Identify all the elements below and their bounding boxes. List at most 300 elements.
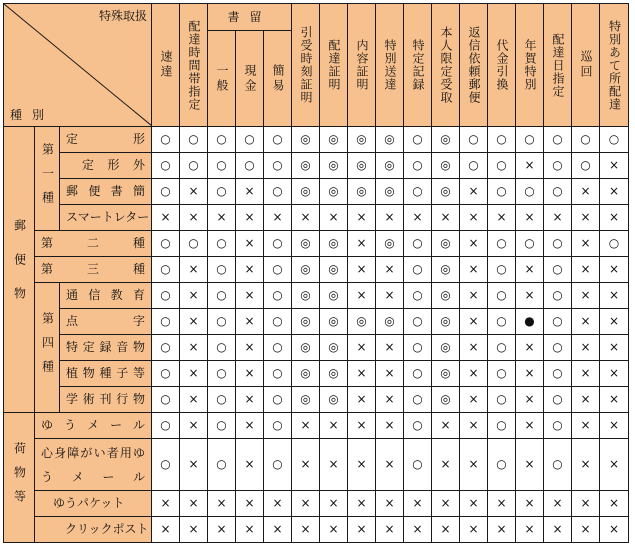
cell: ◎ [432,309,460,335]
cell: ○ [544,257,572,283]
cell: ◎ [348,153,376,179]
table-row [4,257,629,283]
cell: ◎ [320,153,348,179]
cell: ○ [488,413,516,439]
cell: ○ [152,439,180,491]
cell: ○ [152,231,180,257]
row-label: クリックポスト [35,517,152,543]
cell: ○ [488,153,516,179]
cell: ○ [180,153,208,179]
cell: ○ [516,231,544,257]
cell: × [572,361,600,387]
cell: ○ [152,309,180,335]
col-header-honnin: 本人限定受取 [432,4,460,127]
col-header-junkai: 巡回 [572,4,600,127]
cell: × [236,179,264,205]
cell: ◎ [432,361,460,387]
special-handling-table [3,3,629,543]
cell: ○ [152,257,180,283]
cell: ◎ [292,361,320,387]
cell: ○ [404,231,432,257]
cell: × [376,335,404,361]
cell: × [292,439,320,491]
cell: ○ [208,309,236,335]
cell: ◎ [432,231,460,257]
col-header-haitatsu-shomei: 配達証明 [320,4,348,127]
cell: × [320,205,348,231]
cell: × [600,517,629,543]
cell: ○ [488,439,516,491]
cell: ◎ [432,179,460,205]
cell: ◎ [292,231,320,257]
header-corner [4,4,152,127]
cell: × [572,309,600,335]
cell: × [348,387,376,413]
cell: ◎ [320,283,348,309]
cell: ○ [404,361,432,387]
cell: ○ [152,127,180,153]
cell: × [348,361,376,387]
cell: × [152,205,180,231]
cell: × [236,439,264,491]
cell: × [292,491,320,517]
cell: × [292,517,320,543]
cell: × [320,517,348,543]
cell: × [376,517,404,543]
cell: ○ [208,335,236,361]
cell: × [348,413,376,439]
cell: ○ [488,179,516,205]
table-row [4,361,629,387]
cell: × [180,309,208,335]
cell: ● [516,309,544,335]
cell: ◎ [376,309,404,335]
cell: × [460,283,488,309]
cell: ○ [152,283,180,309]
cell: × [180,413,208,439]
cell: × [320,439,348,491]
cell: × [180,179,208,205]
cell: × [600,205,629,231]
cell: × [180,283,208,309]
cell: × [236,231,264,257]
cell: × [572,179,600,205]
cell: ◎ [320,179,348,205]
cell: × [572,387,600,413]
cell: × [544,491,572,517]
cell: × [460,179,488,205]
cell: ○ [180,231,208,257]
cell: × [432,205,460,231]
cell: ○ [264,309,292,335]
row-label: 定形 [60,127,152,153]
cell: × [208,491,236,517]
cell: × [572,413,600,439]
row-label: 植物種子等 [60,361,152,387]
cell: ○ [488,361,516,387]
row-label: 心身障がい者用ゆうメール [35,439,152,491]
cell: × [180,491,208,517]
cell: × [544,205,572,231]
cell: × [460,309,488,335]
cell: × [488,491,516,517]
cell: × [516,257,544,283]
cell: ○ [516,127,544,153]
cell: × [348,517,376,543]
cell: × [516,387,544,413]
cell: ○ [264,335,292,361]
cell: × [572,335,600,361]
cell: ○ [264,387,292,413]
cell: × [516,283,544,309]
row-label: ゆうメール [35,413,152,439]
cell: ○ [544,283,572,309]
cell: ◎ [376,153,404,179]
cell: ○ [544,309,572,335]
cell: ◎ [292,387,320,413]
cell: × [376,439,404,491]
col-header-tokubetsu-atesho: 特別あて所配達 [600,4,629,127]
cell: × [460,413,488,439]
cell: ○ [544,439,572,491]
cell: ○ [488,283,516,309]
cell: ◎ [348,179,376,205]
cell: ○ [208,231,236,257]
cell: × [600,439,629,491]
group-dai4: 第四種 [35,283,60,413]
cell: ◎ [376,127,404,153]
cell: ◎ [292,127,320,153]
cell: ◎ [292,309,320,335]
col-header-kani: 簡易 [264,31,292,127]
col-header-haitatsu-jikan: 配達時間帯指定 [180,4,208,127]
cell: × [180,335,208,361]
cell: × [180,257,208,283]
cell: × [264,517,292,543]
cell: ○ [264,127,292,153]
cell: ○ [516,179,544,205]
cell: × [348,257,376,283]
cell: ◎ [348,309,376,335]
col-header-genkin: 現金 [236,31,264,127]
cell: × [516,361,544,387]
cell: × [572,517,600,543]
cell: ◎ [432,127,460,153]
row-label: 第二種 [35,231,152,257]
col-header-hikiuke: 引受時刻証明 [292,4,320,127]
cell: × [600,361,629,387]
cell: ◎ [320,231,348,257]
table-row [4,179,629,205]
cell: × [600,335,629,361]
cell: × [236,413,264,439]
cell: ○ [236,153,264,179]
cell: × [404,205,432,231]
cell: ○ [488,231,516,257]
cell: × [236,283,264,309]
cell: × [600,283,629,309]
cell: ○ [180,127,208,153]
cell: × [460,361,488,387]
table-row [4,491,629,517]
col-header-ippan: 一般 [208,31,236,127]
cell: × [432,491,460,517]
cell: × [180,517,208,543]
cell: × [236,387,264,413]
cell: ○ [208,179,236,205]
cell: ◎ [320,335,348,361]
cell: ○ [488,257,516,283]
cell: ◎ [432,335,460,361]
cell: ◎ [292,257,320,283]
table-row [4,439,629,491]
cell: ◎ [320,361,348,387]
cell: × [236,309,264,335]
cell: ○ [544,413,572,439]
cell: ○ [488,127,516,153]
cell: ◎ [320,309,348,335]
cell: × [600,309,629,335]
cell: ○ [404,309,432,335]
cell: ○ [264,153,292,179]
cell: × [208,517,236,543]
cell: × [460,387,488,413]
cell: × [152,491,180,517]
col-header-kakitome: 書留 [208,4,292,31]
cell: × [572,231,600,257]
table-row [4,283,629,309]
cell: × [348,491,376,517]
cell: ○ [208,361,236,387]
cell: × [236,491,264,517]
cell: ◎ [292,335,320,361]
row-label: 特定録音物 [60,335,152,361]
cell: × [488,517,516,543]
cell: ○ [544,127,572,153]
col-header-nenga: 年賀特別 [516,4,544,127]
cell: × [516,153,544,179]
table-row [4,387,629,413]
cell: ◎ [292,179,320,205]
cell: ○ [208,413,236,439]
cell: ○ [404,439,432,491]
group-nimotsu: 荷物等 [4,413,35,543]
cell: ◎ [432,387,460,413]
table-row [4,127,629,153]
cell: ○ [460,153,488,179]
table-row [4,517,629,543]
cell: × [460,439,488,491]
row-label: スマートレター [60,205,152,231]
cell: × [600,257,629,283]
cell: ○ [572,127,600,153]
cell: × [460,335,488,361]
cell: × [264,205,292,231]
cell: × [376,257,404,283]
cell: ○ [404,283,432,309]
cell: ○ [488,309,516,335]
cell: × [292,205,320,231]
cell: × [180,205,208,231]
cell: × [460,231,488,257]
group-dai1: 第一種 [35,127,60,231]
cell: ○ [208,153,236,179]
cell: × [572,491,600,517]
cell: × [572,283,600,309]
table-row [4,231,629,257]
cell: ○ [152,413,180,439]
cell: ○ [404,335,432,361]
cell: ○ [152,335,180,361]
cell: × [236,335,264,361]
cell: × [460,257,488,283]
cell: ○ [488,335,516,361]
cell: × [376,205,404,231]
cell: × [572,205,600,231]
cell: × [432,439,460,491]
cell: ◎ [376,179,404,205]
col-header-tokubetsu-soutatsu: 特別送達 [376,4,404,127]
table-row [4,335,629,361]
cell: ◎ [320,257,348,283]
cell: × [236,361,264,387]
table-row [4,413,629,439]
cell: × [208,205,236,231]
cell: ○ [264,361,292,387]
cell: × [404,491,432,517]
cell: × [180,439,208,491]
cell: ○ [264,413,292,439]
cell: × [348,231,376,257]
cell: × [348,439,376,491]
cell: ○ [544,153,572,179]
cell: ○ [208,257,236,283]
cell: ○ [208,127,236,153]
cell: ○ [544,387,572,413]
cell: × [152,517,180,543]
cell: × [572,439,600,491]
cell: ○ [404,387,432,413]
cell: ○ [264,257,292,283]
cell: ○ [404,179,432,205]
cell: × [460,491,488,517]
cell: × [432,517,460,543]
cell: ◎ [376,231,404,257]
cell: ○ [544,335,572,361]
table-row [4,309,629,335]
cell: × [572,257,600,283]
corner-label-special-handling: 特殊取扱 [98,9,147,23]
col-header-haitatsu-bi: 配達日指定 [544,4,572,127]
cell: × [376,413,404,439]
cell: × [376,283,404,309]
cell: ◎ [292,283,320,309]
cell: × [376,491,404,517]
cell: × [460,517,488,543]
cell: ○ [460,127,488,153]
cell: ○ [404,127,432,153]
cell: × [348,205,376,231]
col-header-sokutatsu: 速達 [152,4,180,127]
cell: ○ [600,127,629,153]
col-header-henshin: 返信依頼郵便 [460,4,488,127]
row-label: 第三種 [35,257,152,283]
cell: ◎ [320,387,348,413]
cell: × [292,413,320,439]
cell: ○ [264,231,292,257]
cell: × [320,491,348,517]
cell: ◎ [348,127,376,153]
cell: × [376,387,404,413]
cell: ○ [264,179,292,205]
cell: ○ [208,387,236,413]
cell: × [600,387,629,413]
cell: × [264,491,292,517]
cell: ○ [208,439,236,491]
row-label: 点字 [60,309,152,335]
cell: × [600,491,629,517]
cell: × [432,413,460,439]
cell: × [404,517,432,543]
cell: × [180,387,208,413]
col-header-daikin: 代金引換 [488,4,516,127]
cell: × [236,205,264,231]
cell: ◎ [432,257,460,283]
cell: ○ [404,257,432,283]
cell: × [516,205,544,231]
cell: ○ [544,231,572,257]
cell: ○ [208,283,236,309]
row-label: ゆうパケット [35,491,152,517]
cell: ○ [152,153,180,179]
cell: × [236,257,264,283]
cell: × [516,335,544,361]
cell: ○ [544,179,572,205]
cell: ○ [236,127,264,153]
cell: ◎ [320,127,348,153]
col-header-tokutei: 特定記録 [404,4,432,127]
row-label: 通信教育 [60,283,152,309]
cell: ○ [152,387,180,413]
cell: ◎ [432,153,460,179]
cell: ○ [600,231,629,257]
cell: ○ [404,413,432,439]
cell: ○ [264,439,292,491]
cell: ○ [404,153,432,179]
corner-label-category: 種別 [10,108,55,122]
cell: × [460,205,488,231]
cell: ○ [264,283,292,309]
cell: × [516,517,544,543]
cell: ○ [152,361,180,387]
col-header-naiyo: 内容証明 [348,4,376,127]
cell: × [180,361,208,387]
cell: × [348,283,376,309]
cell: ◎ [432,283,460,309]
table-row [4,153,629,179]
cell: × [516,439,544,491]
cell: × [348,335,376,361]
cell: ○ [572,153,600,179]
row-label: 定形外 [60,153,152,179]
group-yubinbutsu: 郵便物 [4,127,35,413]
cell: × [600,413,629,439]
cell: × [600,153,629,179]
cell: × [516,413,544,439]
row-label: 学術刊行物 [60,387,152,413]
cell: × [600,179,629,205]
cell: × [376,361,404,387]
